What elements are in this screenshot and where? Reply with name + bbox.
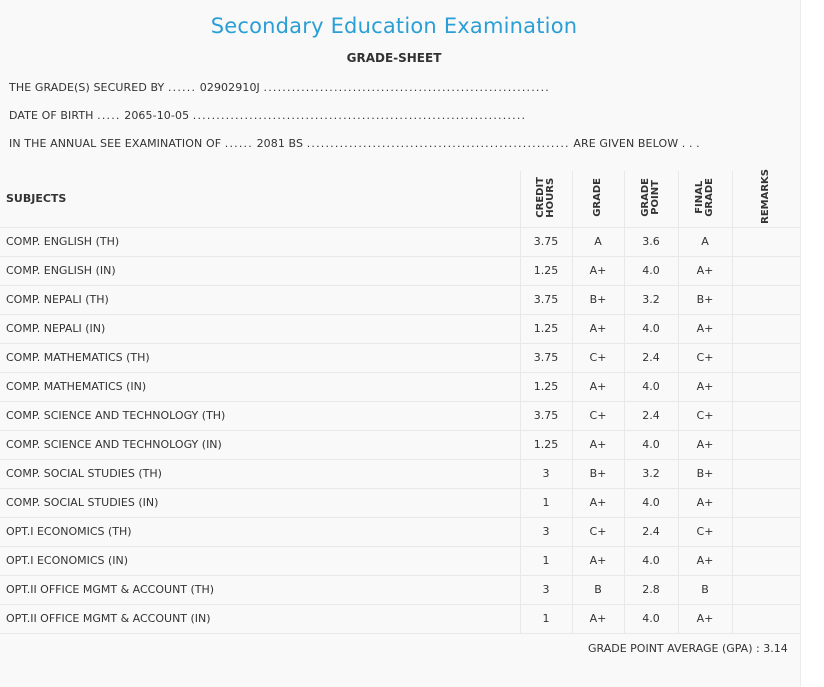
- grade-secured-label: THE GRADE(S) SECURED BY: [9, 81, 165, 94]
- subject-cell: COMP. MATHEMATICS (TH): [0, 343, 520, 372]
- final-grade-cell: C+: [678, 517, 732, 546]
- credit-hours-cell: 1: [520, 604, 572, 633]
- final-grade-cell: A+: [678, 604, 732, 633]
- credit-hours-cell: 1.25: [520, 314, 572, 343]
- remarks-cell: [732, 575, 800, 604]
- grade-cell: A+: [572, 430, 624, 459]
- credit-hours-cell: 1.25: [520, 256, 572, 285]
- dots-leader: .............................................................: [263, 81, 551, 94]
- grade-point-cell: 2.4: [624, 517, 678, 546]
- remarks-cell: [732, 459, 800, 488]
- final-grade-cell: C+: [678, 401, 732, 430]
- grade-cell: A+: [572, 314, 624, 343]
- header-grade-point-line2: POINT: [650, 180, 661, 215]
- page-title: Secondary Education Examination: [210, 14, 578, 38]
- table-row: [0, 604, 800, 633]
- remarks-cell: [732, 285, 800, 314]
- grade-cell: C+: [572, 343, 624, 372]
- final-grade-cell: A+: [678, 256, 732, 285]
- table-row: [0, 314, 800, 343]
- table-row: [0, 546, 800, 575]
- remarks-cell: [732, 488, 800, 517]
- table-row: [0, 256, 800, 285]
- dots-leader: ......: [224, 137, 253, 150]
- subject-cell: OPT.I ECONOMICS (IN): [0, 546, 520, 575]
- subject-cell: COMP. ENGLISH (TH): [0, 227, 520, 256]
- info-exam: [9, 137, 700, 150]
- remarks-cell: [732, 227, 800, 256]
- table-row: [0, 488, 800, 517]
- table-row: [0, 575, 800, 604]
- dots-leader: ......: [167, 81, 197, 94]
- info-date-of-birth: [9, 109, 526, 122]
- header-remarks-label: REMARKS: [760, 169, 772, 224]
- remarks-cell: [732, 604, 800, 633]
- subject-cell: COMP. NEPALI (IN): [0, 314, 520, 343]
- grades-table: [0, 171, 800, 634]
- grade-cell: A: [572, 227, 624, 256]
- page-edge: [800, 0, 824, 687]
- credit-hours-cell: 1: [520, 488, 572, 517]
- grade-point-cell: 4.0: [624, 256, 678, 285]
- subject-cell: COMP. SOCIAL STUDIES (TH): [0, 459, 520, 488]
- remarks-cell: [732, 401, 800, 430]
- final-grade-cell: B+: [678, 459, 732, 488]
- grade-point-cell: 2.8: [624, 575, 678, 604]
- remarks-cell: [732, 372, 800, 401]
- subject-cell: COMP. ENGLISH (IN): [0, 256, 520, 285]
- subject-cell: OPT.II OFFICE MGMT & ACCOUNT (TH): [0, 575, 520, 604]
- final-grade-cell: A+: [678, 488, 732, 517]
- exam-label: IN THE ANNUAL SEE EXAMINATION OF: [9, 137, 222, 150]
- final-grade-cell: A+: [678, 546, 732, 575]
- remarks-cell: [732, 430, 800, 459]
- subject-cell: OPT.I ECONOMICS (TH): [0, 517, 520, 546]
- final-grade-cell: A+: [678, 430, 732, 459]
- sheet-subtitle: GRADE-SHEET: [346, 51, 442, 65]
- subject-cell: COMP. NEPALI (TH): [0, 285, 520, 314]
- table-body: [0, 227, 800, 633]
- credit-hours-cell: 1: [520, 546, 572, 575]
- exam-tail: ARE GIVEN BELOW . . .: [573, 137, 700, 150]
- credit-hours-cell: 3.75: [520, 285, 572, 314]
- subject-cell: COMP. SCIENCE AND TECHNOLOGY (TH): [0, 401, 520, 430]
- dob-label: DATE OF BIRTH: [9, 109, 94, 122]
- grade-point-cell: 4.0: [624, 604, 678, 633]
- table-row: [0, 227, 800, 256]
- header-grade-point: [624, 171, 678, 227]
- final-grade-cell: B+: [678, 285, 732, 314]
- subject-cell: COMP. SOCIAL STUDIES (IN): [0, 488, 520, 517]
- grade-cell: A+: [572, 546, 624, 575]
- header-grade-point-line1: GRADE: [640, 178, 651, 217]
- grade-cell: B: [572, 575, 624, 604]
- remarks-cell: [732, 314, 800, 343]
- credit-hours-cell: 3.75: [520, 227, 572, 256]
- grade-point-cell: 4.0: [624, 546, 678, 575]
- dob-value: 2065-10-05: [124, 109, 190, 122]
- grade-cell: B+: [572, 285, 624, 314]
- subject-cell: COMP. SCIENCE AND TECHNOLOGY (IN): [0, 430, 520, 459]
- remarks-cell: [732, 546, 800, 575]
- final-grade-cell: A+: [678, 372, 732, 401]
- header-grade-label: GRADE: [592, 178, 603, 217]
- remarks-cell: [732, 343, 800, 372]
- header-subjects: SUBJECTS: [6, 192, 67, 206]
- header-grade: [572, 171, 624, 227]
- gpa-summary: [588, 642, 788, 655]
- header-final-grade-line2: GRADE: [704, 178, 715, 217]
- credit-hours-cell: 3.75: [520, 401, 572, 430]
- grade-cell: B+: [572, 459, 624, 488]
- subject-cell: COMP. MATHEMATICS (IN): [0, 372, 520, 401]
- subject-cell: OPT.II OFFICE MGMT & ACCOUNT (IN): [0, 604, 520, 633]
- grade-point-cell: 4.0: [624, 314, 678, 343]
- table-row: [0, 459, 800, 488]
- grade-cell: A+: [572, 604, 624, 633]
- credit-hours-cell: 1.25: [520, 430, 572, 459]
- final-grade-cell: A+: [678, 314, 732, 343]
- dots-leader: .......................................................................: [192, 109, 527, 122]
- grade-cell: A+: [572, 256, 624, 285]
- grade-cell: A+: [572, 488, 624, 517]
- gpa-label: GRADE POINT AVERAGE (GPA) :: [588, 642, 760, 655]
- table-row: [0, 401, 800, 430]
- credit-hours-cell: 3: [520, 575, 572, 604]
- info-grade-secured: [9, 81, 550, 94]
- grade-point-cell: 2.4: [624, 401, 678, 430]
- credit-hours-cell: 3.75: [520, 343, 572, 372]
- table-row: [0, 285, 800, 314]
- table-row: [0, 372, 800, 401]
- credit-hours-cell: 3: [520, 459, 572, 488]
- final-grade-cell: C+: [678, 343, 732, 372]
- grade-point-cell: 4.0: [624, 372, 678, 401]
- table-header: [0, 171, 800, 227]
- remarks-cell: [732, 256, 800, 285]
- dots-leader: .....: [97, 109, 121, 122]
- grade-point-cell: 4.0: [624, 488, 678, 517]
- gpa-value: 3.14: [763, 642, 788, 655]
- header-final-grade-line1: FINAL: [694, 180, 705, 214]
- table-row: [0, 430, 800, 459]
- remarks-cell: [732, 517, 800, 546]
- header-final-grade: [678, 171, 732, 227]
- grade-cell: A+: [572, 372, 624, 401]
- final-grade-cell: A: [678, 227, 732, 256]
- grade-cell: C+: [572, 401, 624, 430]
- grade-point-cell: 3.6: [624, 227, 678, 256]
- header-remarks: [732, 171, 800, 227]
- credit-hours-cell: 1.25: [520, 372, 572, 401]
- grade-point-cell: 2.4: [624, 343, 678, 372]
- symbol-number: 02902910J: [199, 81, 260, 94]
- grade-point-cell: 3.2: [624, 459, 678, 488]
- table-row: [0, 517, 800, 546]
- grade-cell: C+: [572, 517, 624, 546]
- header-credit-hours-line1: CREDIT: [535, 177, 546, 218]
- dots-leader: ........................................................: [306, 137, 570, 150]
- header-credit-hours: [520, 171, 572, 227]
- table-row: [0, 343, 800, 372]
- grade-point-cell: 3.2: [624, 285, 678, 314]
- exam-year: 2081 BS: [256, 137, 304, 150]
- credit-hours-cell: 3: [520, 517, 572, 546]
- grade-point-cell: 4.0: [624, 430, 678, 459]
- header-credit-hours-line2: HOURS: [545, 177, 556, 218]
- final-grade-cell: B: [678, 575, 732, 604]
